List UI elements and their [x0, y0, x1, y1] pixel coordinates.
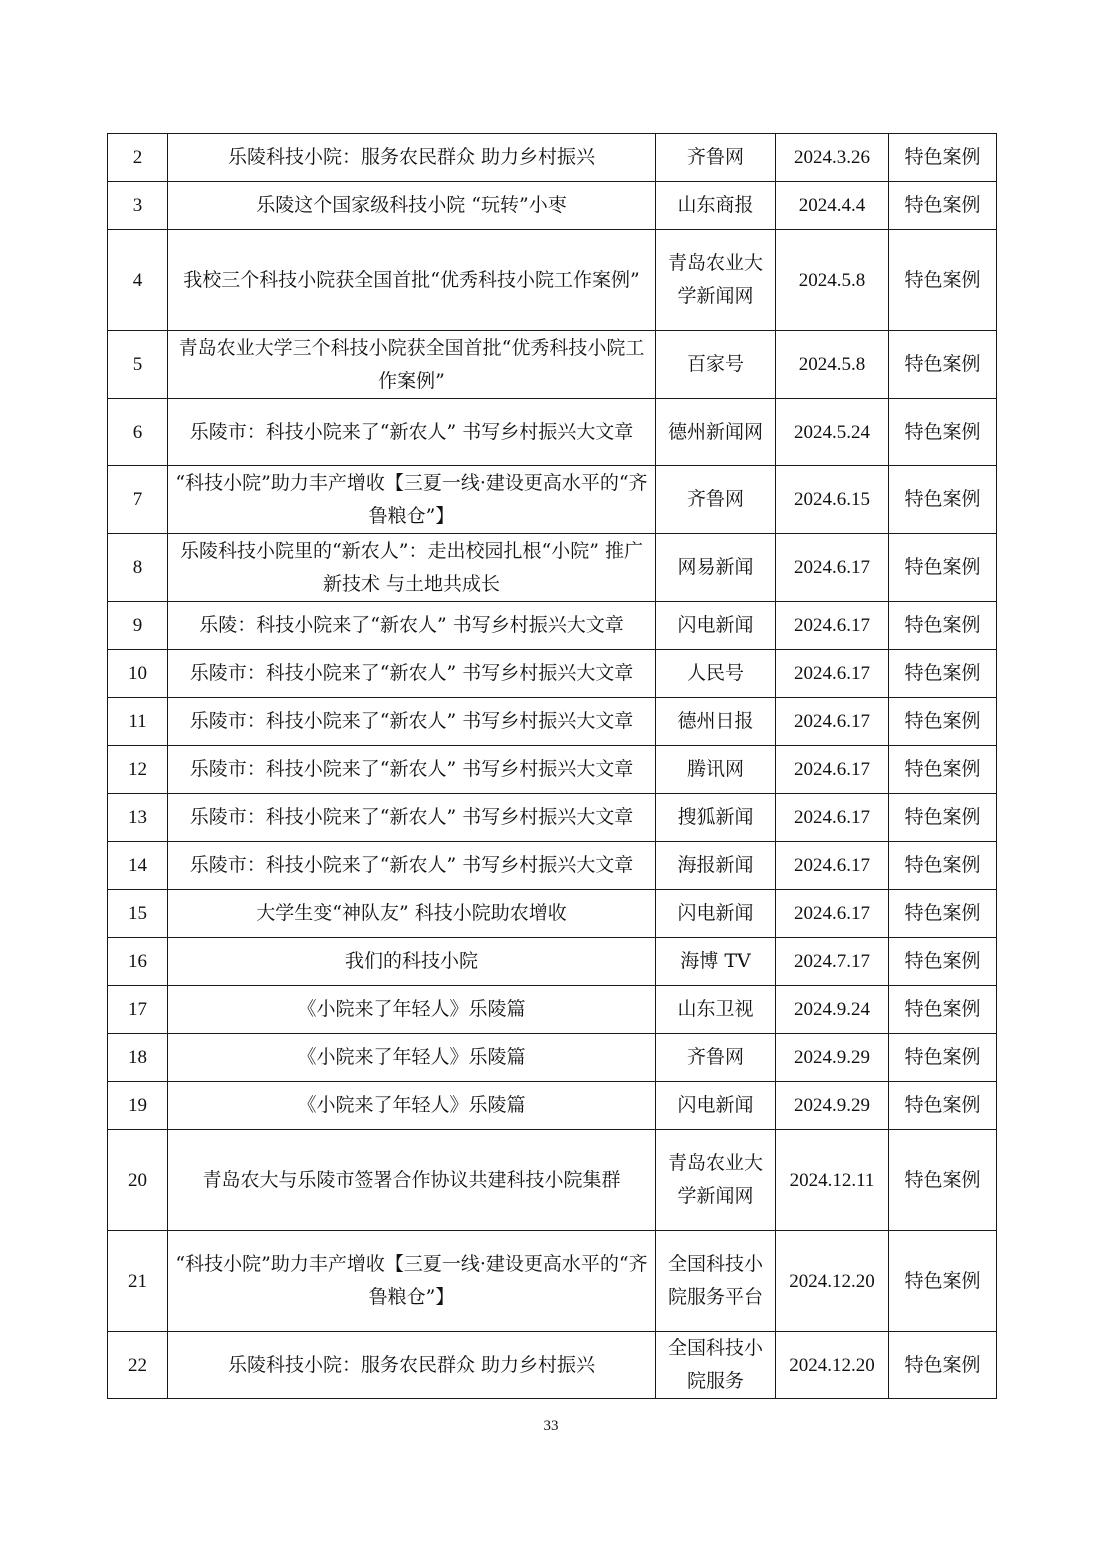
publish-date: 2024.6.17 [776, 890, 889, 938]
case-type: 特色案例 [889, 1332, 997, 1399]
case-type: 特色案例 [889, 1082, 997, 1130]
publish-date: 2024.4.4 [776, 182, 889, 230]
case-type: 特色案例 [889, 1231, 997, 1332]
media-source: 腾讯网 [656, 746, 776, 794]
case-type: 特色案例 [889, 134, 997, 182]
article-title: “科技小院”助力丰产增收【三夏一线·建设更高水平的“齐鲁粮仓”】 [168, 466, 656, 534]
table-row [108, 986, 997, 1034]
row-number: 15 [108, 890, 168, 938]
table-row [108, 746, 997, 794]
case-type: 特色案例 [889, 794, 997, 842]
table-row [108, 938, 997, 986]
media-source: 全国科技小院服务平台 [656, 1231, 776, 1332]
publish-date: 2024.6.17 [776, 698, 889, 746]
article-title: 青岛农大与乐陵市签署合作协议共建科技小院集群 [168, 1130, 656, 1231]
media-source: 闪电新闻 [656, 1082, 776, 1130]
media-source: 人民号 [656, 650, 776, 698]
media-source: 海报新闻 [656, 842, 776, 890]
table-row [108, 842, 997, 890]
case-type: 特色案例 [889, 842, 997, 890]
publish-date: 2024.7.17 [776, 938, 889, 986]
case-type: 特色案例 [889, 746, 997, 794]
row-number: 13 [108, 794, 168, 842]
case-type: 特色案例 [889, 650, 997, 698]
media-source: 海博 TV [656, 938, 776, 986]
table-body [108, 134, 997, 1399]
article-title: 乐陵市：科技小院来了“新农人” 书写乡村振兴大文章 [168, 842, 656, 890]
row-number: 11 [108, 698, 168, 746]
table-row [108, 1231, 997, 1332]
article-title: 乐陵市：科技小院来了“新农人” 书写乡村振兴大文章 [168, 746, 656, 794]
row-number: 17 [108, 986, 168, 1034]
publish-date: 2024.12.20 [776, 1332, 889, 1399]
table-row [108, 1332, 997, 1399]
row-number: 22 [108, 1332, 168, 1399]
case-type: 特色案例 [889, 399, 997, 466]
row-number: 19 [108, 1082, 168, 1130]
row-number: 12 [108, 746, 168, 794]
article-title: 青岛农业大学三个科技小院获全国首批“优秀科技小院工作案例” [168, 331, 656, 399]
article-title: 《小院来了年轻人》乐陵篇 [168, 1034, 656, 1082]
table-row [108, 399, 997, 466]
case-type: 特色案例 [889, 466, 997, 534]
table-row [108, 602, 997, 650]
article-title: 乐陵这个国家级科技小院 “玩转”小枣 [168, 182, 656, 230]
publish-date: 2024.6.17 [776, 534, 889, 602]
table-row [108, 331, 997, 399]
case-type: 特色案例 [889, 230, 997, 331]
publish-date: 2024.12.11 [776, 1130, 889, 1231]
media-source: 德州新闻网 [656, 399, 776, 466]
row-number: 21 [108, 1231, 168, 1332]
publish-date: 2024.6.17 [776, 746, 889, 794]
article-title: 乐陵科技小院里的“新农人”：走出校园扎根“小院” 推广新技术 与土地共成长 [168, 534, 656, 602]
media-source: 网易新闻 [656, 534, 776, 602]
media-source: 百家号 [656, 331, 776, 399]
media-source: 闪电新闻 [656, 602, 776, 650]
publish-date: 2024.5.24 [776, 399, 889, 466]
row-number: 2 [108, 134, 168, 182]
table-row [108, 1130, 997, 1231]
case-type: 特色案例 [889, 1034, 997, 1082]
case-type: 特色案例 [889, 986, 997, 1034]
row-number: 9 [108, 602, 168, 650]
table-row [108, 134, 997, 182]
media-coverage-table [107, 133, 997, 1399]
article-title: 乐陵市：科技小院来了“新农人” 书写乡村振兴大文章 [168, 794, 656, 842]
media-source: 山东卫视 [656, 986, 776, 1034]
row-number: 14 [108, 842, 168, 890]
article-title: 乐陵科技小院：服务农民群众 助力乡村振兴 [168, 1332, 656, 1399]
row-number: 5 [108, 331, 168, 399]
table-row [108, 650, 997, 698]
publish-date: 2024.6.17 [776, 650, 889, 698]
media-source: 齐鲁网 [656, 466, 776, 534]
page-number: 33 [543, 1418, 559, 1434]
publish-date: 2024.5.8 [776, 331, 889, 399]
publish-date: 2024.12.20 [776, 1231, 889, 1332]
table-row [108, 466, 997, 534]
case-type: 特色案例 [889, 1130, 997, 1231]
media-source: 青岛农业大学新闻网 [656, 1130, 776, 1231]
row-number: 10 [108, 650, 168, 698]
publish-date: 2024.5.8 [776, 230, 889, 331]
publish-date: 2024.6.15 [776, 466, 889, 534]
case-type: 特色案例 [889, 602, 997, 650]
table-row [108, 890, 997, 938]
row-number: 8 [108, 534, 168, 602]
case-type: 特色案例 [889, 698, 997, 746]
media-source: 闪电新闻 [656, 890, 776, 938]
publish-date: 2024.9.29 [776, 1034, 889, 1082]
row-number: 20 [108, 1130, 168, 1231]
table-row [108, 230, 997, 331]
publish-date: 2024.9.24 [776, 986, 889, 1034]
table-row [108, 182, 997, 230]
row-number: 18 [108, 1034, 168, 1082]
article-title: 乐陵科技小院：服务农民群众 助力乡村振兴 [168, 134, 656, 182]
row-number: 4 [108, 230, 168, 331]
publish-date: 2024.9.29 [776, 1082, 889, 1130]
case-type: 特色案例 [889, 182, 997, 230]
table-row [108, 534, 997, 602]
case-type: 特色案例 [889, 890, 997, 938]
table-row [108, 698, 997, 746]
media-source: 搜狐新闻 [656, 794, 776, 842]
table-row [108, 1034, 997, 1082]
article-title: 《小院来了年轻人》乐陵篇 [168, 1082, 656, 1130]
publish-date: 2024.6.17 [776, 602, 889, 650]
case-type: 特色案例 [889, 534, 997, 602]
case-type: 特色案例 [889, 331, 997, 399]
article-title: 我们的科技小院 [168, 938, 656, 986]
media-source: 全国科技小院服务 [656, 1332, 776, 1399]
media-source: 齐鲁网 [656, 1034, 776, 1082]
row-number: 6 [108, 399, 168, 466]
article-title: 我校三个科技小院获全国首批“优秀科技小院工作案例” [168, 230, 656, 331]
row-number: 3 [108, 182, 168, 230]
article-title: 乐陵市：科技小院来了“新农人” 书写乡村振兴大文章 [168, 698, 656, 746]
media-source: 德州日报 [656, 698, 776, 746]
media-source: 齐鲁网 [656, 134, 776, 182]
case-type: 特色案例 [889, 938, 997, 986]
article-title: 大学生变“神队友” 科技小院助农增收 [168, 890, 656, 938]
article-title: 乐陵市：科技小院来了“新农人” 书写乡村振兴大文章 [168, 399, 656, 466]
publish-date: 2024.6.17 [776, 794, 889, 842]
row-number: 7 [108, 466, 168, 534]
media-source: 青岛农业大学新闻网 [656, 230, 776, 331]
publish-date: 2024.6.17 [776, 842, 889, 890]
publish-date: 2024.3.26 [776, 134, 889, 182]
article-title: 《小院来了年轻人》乐陵篇 [168, 986, 656, 1034]
media-source: 山东商报 [656, 182, 776, 230]
table-row [108, 794, 997, 842]
article-title: “科技小院”助力丰产增收【三夏一线·建设更高水平的“齐鲁粮仓”】 [168, 1231, 656, 1332]
row-number: 16 [108, 938, 168, 986]
article-title: 乐陵：科技小院来了“新农人” 书写乡村振兴大文章 [168, 602, 656, 650]
article-title: 乐陵市：科技小院来了“新农人” 书写乡村振兴大文章 [168, 650, 656, 698]
table-row [108, 1082, 997, 1130]
